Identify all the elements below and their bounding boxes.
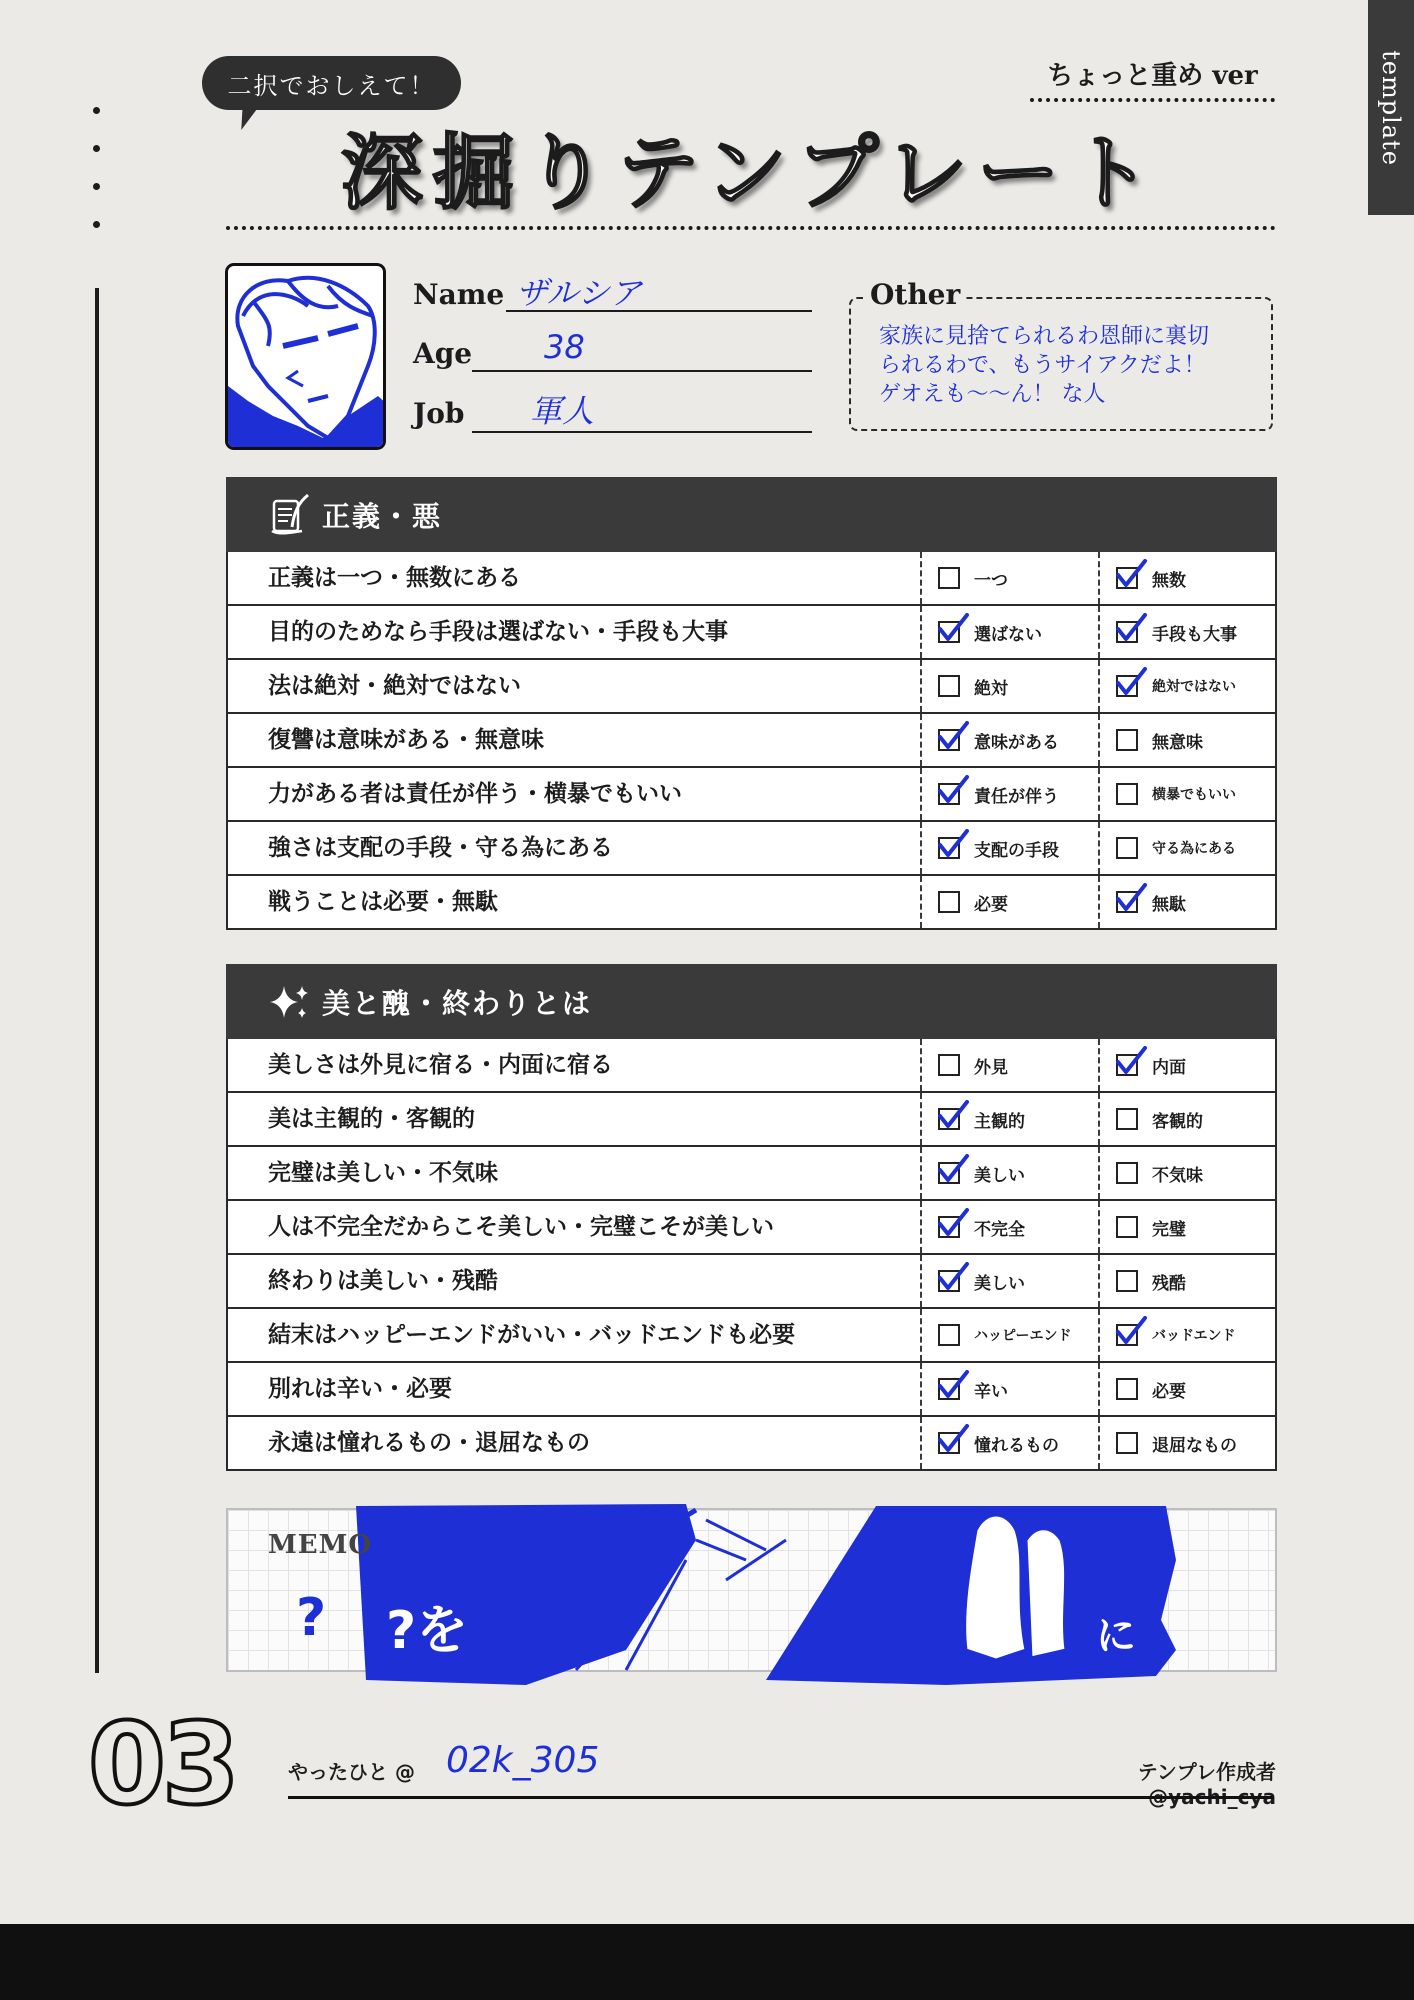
option-a[interactable] <box>920 714 1097 766</box>
option-a-label: 主観的 <box>974 1111 1025 1132</box>
question-row <box>226 660 1277 714</box>
option-a[interactable] <box>920 768 1097 820</box>
question-text: 人は不完全だからこそ美しい・完璧こそが美しい <box>268 1213 774 1240</box>
question-text: 結末はハッピーエンドがいい・バッドエンドも必要 <box>268 1321 796 1348</box>
section-header <box>226 477 1277 552</box>
option-a[interactable] <box>920 552 1097 604</box>
question-text: 永遠は憧れるもの・退屈なもの <box>268 1429 590 1456</box>
option-a-label: 責任が伴う <box>974 786 1059 807</box>
question-text: 復讐は意味がある・無意味 <box>268 726 544 753</box>
option-b[interactable] <box>1098 1039 1275 1091</box>
checkbox[interactable] <box>1116 1108 1138 1130</box>
question-row <box>226 552 1277 606</box>
checkbox-checked[interactable] <box>938 1378 960 1400</box>
page-number: 03 <box>88 1700 236 1830</box>
option-b-label: 絶対ではない <box>1152 679 1236 695</box>
question-row <box>226 1201 1277 1255</box>
question-row <box>226 1309 1277 1363</box>
checkbox-checked[interactable] <box>1116 567 1138 589</box>
age-value[interactable]: 38 <box>544 328 585 366</box>
bubble-text: 二択でおしえて！ <box>227 71 436 100</box>
age-label: Age <box>413 337 473 370</box>
option-a[interactable] <box>920 606 1097 658</box>
checkbox-checked[interactable] <box>938 783 960 805</box>
option-b[interactable] <box>1098 1255 1275 1307</box>
question-row <box>226 1363 1277 1417</box>
checkbox-checked[interactable] <box>938 1162 960 1184</box>
question-row <box>226 768 1277 822</box>
question-text: 終わりは美しい・残酷 <box>268 1267 498 1294</box>
option-a[interactable] <box>920 660 1097 712</box>
option-b[interactable] <box>1098 1309 1275 1361</box>
option-b-label: 守る為にある <box>1152 841 1236 857</box>
character-portrait <box>225 263 386 450</box>
template-side-tab <box>1368 0 1414 215</box>
option-b-label: 内面 <box>1152 1057 1186 1078</box>
option-a[interactable] <box>920 876 1097 928</box>
title-divider <box>226 226 1276 230</box>
question-text: 美しさは外見に宿る・内面に宿る <box>268 1051 613 1078</box>
checkbox[interactable] <box>1116 1432 1138 1454</box>
sparkles-icon <box>268 980 312 1024</box>
option-b-label: 無駄 <box>1152 894 1186 915</box>
option-b[interactable] <box>1098 1201 1275 1253</box>
option-a-label: 絶対 <box>974 678 1008 699</box>
option-b[interactable] <box>1098 714 1275 766</box>
option-b[interactable] <box>1098 552 1275 604</box>
option-b[interactable] <box>1098 660 1275 712</box>
checkbox-checked[interactable] <box>938 729 960 751</box>
option-a[interactable] <box>920 1147 1097 1199</box>
checkbox-checked[interactable] <box>1116 1054 1138 1076</box>
checkbox[interactable] <box>938 891 960 913</box>
option-b-label: 客観的 <box>1152 1111 1203 1132</box>
job-line <box>472 431 812 433</box>
question-row <box>226 822 1277 876</box>
question-row <box>226 1255 1277 1309</box>
checkbox[interactable] <box>1116 1270 1138 1292</box>
checkbox-checked[interactable] <box>938 837 960 859</box>
option-a-label: 支配の手段 <box>974 840 1059 861</box>
checkbox[interactable] <box>1116 1216 1138 1238</box>
question-text: 正義は一つ・無数にある <box>268 564 521 591</box>
checkbox[interactable] <box>938 675 960 697</box>
question-text: 目的のためなら手段は選ばない・手段も大事 <box>268 618 728 645</box>
option-b-label: 無数 <box>1152 570 1186 591</box>
left-vertical-rule <box>95 288 99 1673</box>
memo-label: MEMO <box>268 1530 373 1560</box>
name-value[interactable]: ザルシア <box>516 274 642 312</box>
age-line <box>472 370 812 372</box>
question-rows <box>226 1039 1277 1471</box>
memo-handwriting: に <box>1096 1613 1136 1659</box>
checkbox-checked[interactable] <box>938 1108 960 1130</box>
template-author: テンプレ作成者 @yachi_cya <box>1137 1760 1276 1809</box>
doer-handle[interactable]: 02k_305 <box>446 1740 600 1781</box>
decor-dot <box>93 145 100 152</box>
template-tab-label: template <box>1377 49 1405 166</box>
question-row <box>226 1417 1277 1471</box>
option-a[interactable] <box>920 1363 1097 1415</box>
option-b[interactable] <box>1098 876 1275 928</box>
checkbox[interactable] <box>1116 1378 1138 1400</box>
checkbox-checked[interactable] <box>1116 891 1138 913</box>
page-title: 深掘りテンプレート <box>340 125 1162 221</box>
question-rows <box>226 552 1277 930</box>
option-a[interactable] <box>920 1309 1097 1361</box>
decor-dot <box>93 221 100 228</box>
option-a[interactable] <box>920 822 1097 874</box>
checkbox-checked[interactable] <box>938 1432 960 1454</box>
option-b-label: 完璧 <box>1152 1219 1186 1240</box>
memo-drawing <box>226 1500 1277 1700</box>
option-a-label: 憧れるもの <box>974 1435 1059 1456</box>
section-justice-evil <box>226 477 1277 930</box>
question-text: 美は主観的・客観的 <box>268 1105 475 1132</box>
scroll-quill-icon <box>268 493 312 537</box>
memo-handwriting: ? <box>296 1588 327 1648</box>
checkbox[interactable] <box>938 1324 960 1346</box>
option-a-label: 外見 <box>974 1057 1008 1078</box>
option-b-label: 退屈なもの <box>1152 1435 1237 1456</box>
checkbox-checked[interactable] <box>1116 621 1138 643</box>
bottom-bar <box>0 1924 1414 2000</box>
option-a-label: 必要 <box>974 894 1008 915</box>
checkbox[interactable] <box>1116 1162 1138 1184</box>
option-b[interactable] <box>1098 822 1275 874</box>
checkbox-checked[interactable] <box>1116 1324 1138 1346</box>
section-beauty-ending <box>226 964 1277 1471</box>
option-b-label: 横暴でもいい <box>1152 787 1236 803</box>
question-row <box>226 1093 1277 1147</box>
version-label: ちょっと重め ver <box>1030 56 1275 102</box>
option-b-label: 不気味 <box>1152 1165 1203 1186</box>
checkbox[interactable] <box>1116 729 1138 751</box>
option-a-label: 辛い <box>974 1381 1008 1402</box>
option-a-label: 美しい <box>974 1273 1025 1294</box>
option-b-label: 手段も大事 <box>1152 624 1237 645</box>
option-a-label: 不完全 <box>974 1219 1025 1240</box>
section-title: 正義・悪 <box>322 499 443 533</box>
option-b[interactable] <box>1098 1363 1275 1415</box>
question-row <box>226 1039 1277 1093</box>
option-a[interactable] <box>920 1093 1097 1145</box>
option-a-label: 選ばない <box>974 624 1042 645</box>
option-a-label: 美しい <box>974 1165 1025 1186</box>
option-b[interactable] <box>1098 768 1275 820</box>
name-label: Name <box>413 278 505 311</box>
option-b[interactable] <box>1098 1093 1275 1145</box>
speech-bubble <box>202 56 461 110</box>
decor-dot <box>93 183 100 190</box>
checkbox[interactable] <box>938 1054 960 1076</box>
option-b-label: 必要 <box>1152 1381 1186 1402</box>
question-row <box>226 606 1277 660</box>
other-label: Other <box>864 278 966 311</box>
option-a-label: 一つ <box>974 570 1008 591</box>
option-b[interactable] <box>1098 606 1275 658</box>
job-label: Job <box>413 397 465 430</box>
other-line: られるわで、もうサイアクだよ！ <box>879 353 1206 378</box>
section-title: 美と醜・終わりとは <box>322 986 593 1020</box>
question-text: 法は絶対・絶対ではない <box>268 672 521 699</box>
checkbox-checked[interactable] <box>938 1216 960 1238</box>
option-b-label: 残酷 <box>1152 1273 1186 1294</box>
question-text: 力がある者は責任が伴う・横暴でもいい <box>268 780 682 807</box>
question-text: 戦うことは必要・無駄 <box>268 888 498 915</box>
option-a[interactable] <box>920 1039 1097 1091</box>
question-row <box>226 714 1277 768</box>
section-header <box>226 964 1277 1039</box>
checkbox-checked[interactable] <box>1116 675 1138 697</box>
other-text[interactable] <box>879 322 1259 409</box>
option-b[interactable] <box>1098 1417 1275 1469</box>
checkbox[interactable] <box>1116 837 1138 859</box>
other-line: 家族に見捨てられるわ恩師に裏切 <box>879 324 1210 349</box>
memo-handwriting: ?を <box>386 1601 469 1661</box>
checkbox[interactable] <box>1116 783 1138 805</box>
option-a-label: 意味がある <box>974 732 1059 753</box>
decor-dot <box>93 107 100 114</box>
option-b-label: 無意味 <box>1152 732 1203 753</box>
option-a[interactable] <box>920 1201 1097 1253</box>
checkbox-checked[interactable] <box>938 1270 960 1292</box>
checkbox-checked[interactable] <box>938 621 960 643</box>
question-text: 完璧は美しい・不気味 <box>268 1159 498 1186</box>
checkbox[interactable] <box>938 567 960 589</box>
option-a[interactable] <box>920 1417 1097 1469</box>
option-b[interactable] <box>1098 1147 1275 1199</box>
question-row <box>226 1147 1277 1201</box>
option-a-label: ハッピーエンド <box>974 1328 1072 1344</box>
job-value[interactable]: 軍人 <box>530 392 595 430</box>
question-text: 別れは辛い・必要 <box>268 1375 452 1402</box>
option-a[interactable] <box>920 1255 1097 1307</box>
question-text: 強さは支配の手段・守る為にある <box>268 834 613 861</box>
other-line: ゲオえも〜〜ん！ な人 <box>879 382 1106 407</box>
option-b-label: バッドエンド <box>1152 1328 1236 1344</box>
doer-label: やったひと @ <box>288 1760 415 1784</box>
footer-divider <box>288 1796 1274 1799</box>
question-row <box>226 876 1277 930</box>
